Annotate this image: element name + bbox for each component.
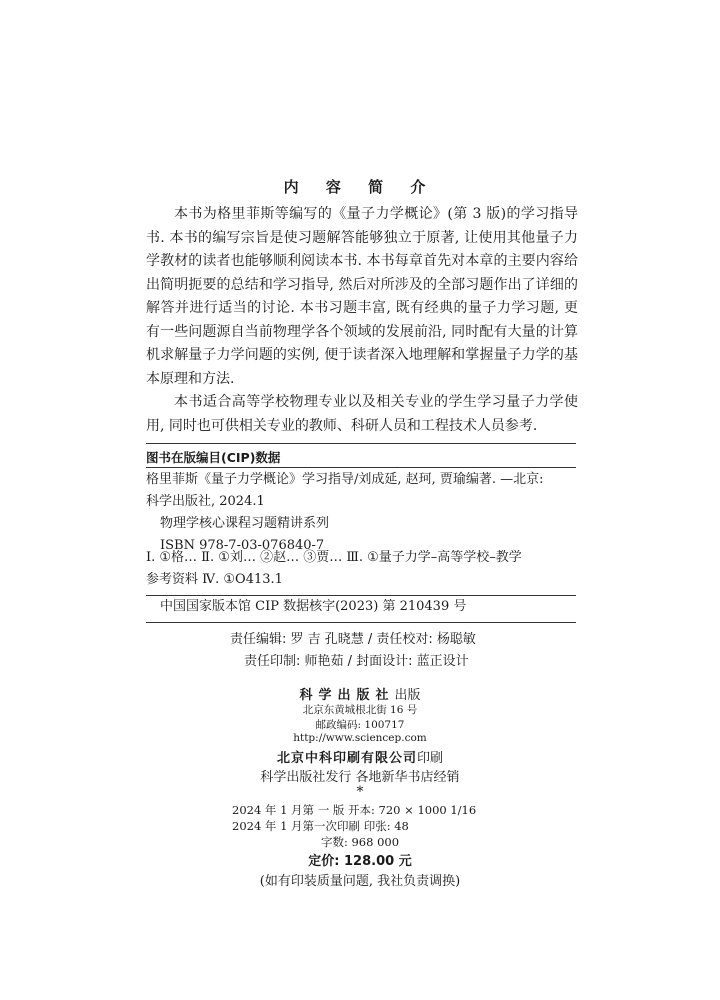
publisher-postcode: 邮政编码: 100717 bbox=[315, 719, 405, 731]
cip-series: 物理学核心课程习题精讲系列 bbox=[160, 516, 330, 531]
cip-catalog-line-1: 格里菲斯《量子力学概论》学习指导/刘成延, 赵珂, 贾瑜编著. —北京: bbox=[146, 472, 544, 487]
summary-paragraph-1: 本书为格里菲斯等编写的《量子力学概论》(第 3 版)的学习指导书. 本书的编写宗旨是使习题解答能够独立于原著, 让使用其他量子力学教材的读者也能够顺利阅读本书. 本书每章首先对本章的主要内容给出简明扼要的总结和学习指导, 然后对所涉及的全部习题作出了详细的解答并进行适当的讨论. 本书习题丰富, 既有经典的量子力学习题, 更有一些问题源自当前物理学各个领域的发展前沿, 同时配有大量的计算机求解量子力学问题的实例, 便于读者深入地理解和掌握量子力学的基本原理和方法. bbox=[146, 206, 578, 387]
staff-editors: 责任编辑: 罗 吉 孔晓慧 / 责任校对: 杨聪敏 bbox=[230, 632, 476, 647]
cip-classification-line-2: 参考资料 Ⅳ. ①O413.1 bbox=[146, 572, 283, 587]
publisher-website: http://www.sciencep.com bbox=[293, 732, 427, 744]
separator-star: * bbox=[356, 784, 364, 800]
summary-paragraph-2: 本书适合高等学校物理专业以及相关专业的学生学习量子力学使用, 同时也可供相关专业的教师、科研人员和工程技术人员参考. bbox=[146, 394, 578, 434]
edition-line: 2024 年 1 月第 一 版 开本: 720 × 1000 1/16 bbox=[232, 803, 477, 817]
printer-line bbox=[0, 747, 720, 766]
printer-name: 北京中科印刷有限公司 bbox=[276, 751, 417, 766]
printing-line: 2024 年 1 月第一次印刷 印张: 48 bbox=[232, 819, 409, 833]
publisher-name: 科学出版社 bbox=[299, 688, 395, 703]
cip-heading-rule bbox=[146, 467, 576, 468]
cip-isbn: ISBN 978-7-03-076840-7 bbox=[160, 538, 325, 553]
printer-suffix: 印刷 bbox=[417, 751, 444, 766]
word-count: 字数: 968 000 bbox=[320, 835, 400, 849]
publisher-suffix: 出版 bbox=[394, 688, 421, 703]
price: 定价: 128.00 元 bbox=[308, 854, 412, 869]
summary-body bbox=[146, 203, 578, 438]
replacement-notice: (如有印装质量问题, 我社负责调换) bbox=[259, 874, 461, 889]
cip-catalog-line-2: 科学出版社, 2024.1 bbox=[146, 494, 265, 509]
cip-classification-line-1: Ⅰ. ①格… Ⅱ. ①刘… ②赵… ③贾… Ⅲ. ①量子力学–高等学校–教学 bbox=[146, 550, 522, 565]
cip-top-rule bbox=[146, 443, 576, 444]
cip-number: 中国国家版本馆 CIP 数据核字(2023) 第 210439 号 bbox=[160, 599, 467, 614]
cip-bottom-rule bbox=[146, 622, 576, 623]
summary-title: 内 容 简 介 bbox=[283, 178, 437, 196]
distribution-line: 科学出版社发行 各地新华书店经销 bbox=[260, 770, 460, 785]
publisher-line bbox=[0, 684, 720, 703]
publisher-address: 北京东黄城根北街 16 号 bbox=[302, 704, 418, 716]
staff-production: 责任印制: 师艳茹 / 封面设计: 蓝正设计 bbox=[244, 654, 469, 669]
cip-heading: 图书在版编目(CIP)数据 bbox=[146, 450, 281, 465]
